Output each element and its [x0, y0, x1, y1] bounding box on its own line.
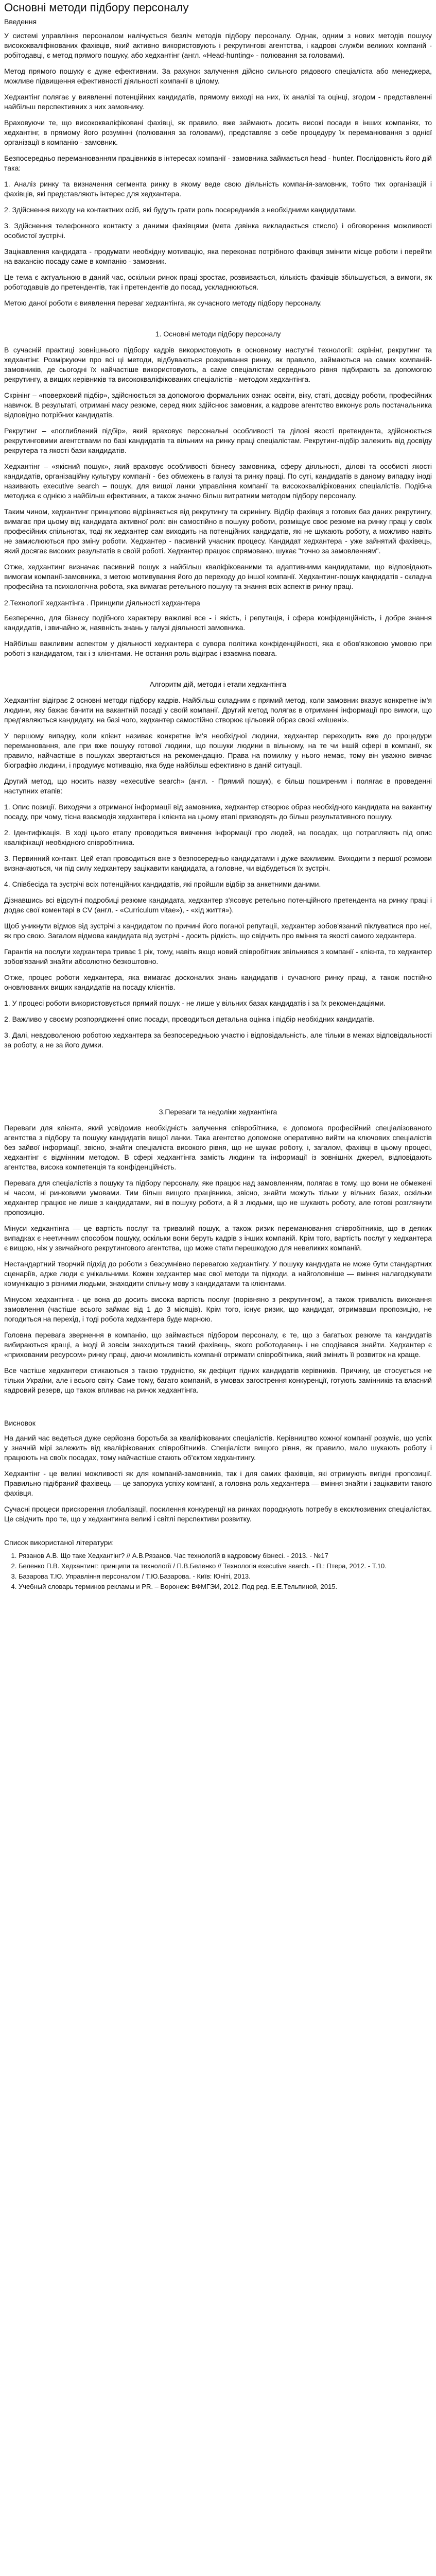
intro-heading: Введення — [4, 18, 37, 26]
section1-paragraph: Рекрутинг – «поглиблений підбір», який враховує персональні особливості та ділові якості претендента, здійснюється рекрутинговими агентствами по базі кандидатів та вільним на ринку праці спеціалістам. Рекрутинг-підбір залежить від досвіду рекрутера та якості бази кандидатів. — [4, 427, 432, 454]
section3-paragraph: 4. Співбесіда та зустрічі всіх потенційних кандидатів, які пройшли відбір за анкетними даними. — [4, 880, 321, 888]
reference-item: 4. Учебный словарь терминов рекламы и PR. – Воронеж: ВФМГЭИ, 2012. Под ред. Е.Е.Тельпиной, 2015. — [19, 1583, 432, 1591]
section1 — [4, 345, 432, 591]
section2 — [4, 613, 432, 658]
section1-paragraph: Отже, хедхантинг визначає пасивний пошук з найбільш кваліфікованими та адаптивними кандидатами, що відповідають вимогам компанії-замовника, з метою мотивування його до переходу до іншої компанії. Хедхантинг-пошук кандидатів - складна професійна та психологічна робота, яка вимагає ретельного пошуку та знання всіх аспектів ринку праці. — [4, 563, 432, 590]
section3-paragraph: Хедхантінг відіграє 2 основні методи підбору кадрів. Найбільш складним є прямий метод, коли замовник вказує конкретне ім'я людини, яку бажає бачити на вакантній посаді у своїй компанії. Другий метод полягає в отриманні інформації про вимоги, що пред'являються кандидату, на базі чого, хедхантер самостійно створює цільовий образ своєї «мішені». — [4, 696, 432, 724]
conclusion-paragraph: На даний час ведеться дуже серйозна боротьба за кваліфікованих спеціалістів. Керівництво кожної компанії розуміє, що успіх у значній мірі залежить від кваліфікованих співробітників. Спеціалісти вищого рівня, як правило, мало шукають роботу і працюють на своїх посадах, тому найчастіше стають об'єктом хедхантингу. — [4, 1434, 432, 1462]
section3-paragraph: У першому випадку, коли клієнт називає конкретне ім'я необхідної людини, хедхантер переходить вже до процедури переманювання, але при вже пошуку готової людини, що пошуки людини в вільному, на те чи іншій сфері в компанії, як правило, найчастіше в пошуках звертаються на рекомендацію. Права на помилку у нього немає, тому він уважно вивчає біографію людини, і продумує мотивацію, яка буде найбільш ефективно в даній ситуації. — [4, 732, 432, 769]
section3-paragraph: Гарантія на послуги хедхантера триває 1 рік, тому, навіть якщо новий співробітник звільнився з компанії - клієнта, то хедхантер зобов'язаний знайти абсолютно безкоштовно. — [4, 947, 432, 965]
intro-paragraph: Метою даної роботи є виявлення переваг хедхантінга, як сучасного методу підбору персоналу. — [4, 299, 322, 307]
section4-heading: 3.Переваги та недоліки хедхантінга — [159, 1108, 277, 1116]
section1-paragraph: Таким чином, хедхантинг принципово відрізняється від рекрутингу та скринінгу. Відбір фахівця з готових баз даних рекрутингу, вимагає при цьому від кандидата активної ролі: він самостійно в пошуку роботи, розміщує своє резюме на ринку праці у своїх професійних спільнотах, тоді як хедхантер сам виходить на потенційних кандидатів, які не шукають роботу, а можливо навіть не замислюються про зміну роботи. Хедхантер - пасивний учасник процесу. Кандидат хедхантера - уже зайнятий фахівець, який досягає високих результатів в своїй роботі. Хедхантер працює спрямовано, шукає "точно за замовленням". — [4, 507, 432, 555]
section3-paragraph: Другий метод, що носить назву «executive search» (англ. - Прямий пошук), є більш поширеним і полягає в проведенні наступних етапів: — [4, 777, 432, 795]
section4-paragraph: Мінуси хедхантінга — це вартість послуг та тривалий пошук, а також ризик переманювання співробітників, що в деяких випадках є неетичним способом пошуку, оскільки вони беруть кадрів з інших компаній. Крім того, вартість послуг у хедхантера є вищою, ніж у звичайного рекрутингового агентства, що може стати перешкодою для невеликих компаній. — [4, 1224, 432, 1252]
section3-paragraph: 2. Ідентифікація. В ході цього етапу проводиться вивчення інформації про людей, на посадах, що потрапляють під опис кваліфікації необхідного співробітника. — [4, 828, 432, 846]
section2-paragraph: Безперечно, для бізнесу подібного характеру важливі все - і якість, і репутація, і сфера конфіденційність, і добре знання кандидатів, і звичайно ж, наявність знань у галузі діяльності замовника. — [4, 614, 432, 632]
section3-paragraph: Щоб уникнути відмов від зустрічі з кандидатом по причині його поганої репутації, хедхантер зобов'язаний піклуватися про неї, як про свою. Загалом відмова кандидата від зустрічі - досить рідкість, що свідчить про вміння та якості самого хедхантера. — [4, 922, 432, 940]
section1-paragraph: Хедхантінг – «якісний пошук», який враховує особливості бізнесу замовника, сферу діяльності, ділові та особисті якості кандидатів, організаційну культуру компанії - без обмежень в галузі та ринку праці. По суті, кандидатів в даному випадку іноді називають executive search – пошук, для вищої ланки управління компанії та висококваліфікованих спеціалістів. Подібна методика є однією з найбільш ефективних, а також значно більш витратним методом підбору персоналу. — [4, 462, 432, 500]
section3 — [4, 696, 432, 1050]
section4-paragraph: Нестандартний творчий підхід до роботи з безсумнівно перевагою хедхантінгу. У пошуку кандидата не може бути стандартних сценаріїв, адже люди є унікальними. Кожен хедхантер має свої методи та підходи, а найголовніше — вміння налагоджувати комунікацію з різними людьми, знаходити спільну мову з кандидатами та клієнтами. — [4, 1260, 432, 1287]
reference-item: 1. Рязанов А.В. Що таке Хедхантінг? // А.В.Рязанов. Час технологій в кадровому бізнесі. - 2013. - №17 — [19, 1552, 432, 1560]
section3-paragraph: 3. Первинний контакт. Цей етап проводиться вже з безпосередньо кандидатами і дуже важливим. Виходити з першої розмови визначаються, чи під силу хедхантеру зацікавити кандидата, а головне, чи відбудеться їх зустріч. — [4, 854, 432, 872]
section3-paragraph: Дізнавшись всі відсутні подробиці резюме кандидата, хедхантер з'ясовує ретельно потенційного претендента на ринку праці і додає свої коментарі в CV (англ. - «Curriculum vitae»), - «хід життя»). — [4, 896, 432, 914]
intro-paragraph: 2. Здійснення виходу на контактних осіб, які будуть грати роль посередників з необхідними кандидатами. — [4, 206, 357, 214]
intro-paragraph: Зацікавлення кандидата - продумати необхідну мотивацію, яка переконає потрібного фахівця змінити місце роботи і перейти на вакансію посаду саме в компанію - замовник. — [4, 247, 432, 265]
section3-paragraph: 2. Важливо у своєму розпорядженні опис посади, проводиться детальна оцінка і підбір необхідних кандидатів. — [4, 1015, 375, 1023]
section4-paragraph: Все частіше хедхантери стикаються з такою трудністю, як дефіцит гідних кандидатів керівників. Причину, це стосується не тільки України, але і всього світу. Саме тому, багато компаній, в умовах загострення конкуренції, готують замінників та власний кадровий резерв, що також впливає на ринок хедхантінга. — [4, 1366, 432, 1394]
intro-paragraph: Враховуючи те, що висококваліфіковані фахівці, як правило, вже займають досить високі посади в інших компаніях, то хедхантінг, в прямому його розумінні (полювання за головами), представляє з себе процедуру їх переманювання з однієї організації в компанію - замовник. — [4, 118, 432, 146]
section3-paragraph: Отже, процес роботи хедхантера, яка вимагає досконалих знань кандидатів і сучасного ринку праці, а також постійно оновлюваних вищих кандидатів на посаду клієнтів. — [4, 973, 432, 991]
section4-paragraph: Мінусом хедхантінга - це вона до досить висока вартість послуг (порівняно з рекрутингом), а також тривалість виконання замовлення (частіше всього займає від 1 до 3 місяців). Крім того, існує ризик, що кандидат, отримавши пропозицію, не погодиться на перехід, і тоді робота хедхантера буде марною. — [4, 1295, 432, 1323]
intro-paragraph: 1. Аналіз ринку та визначення сегмента ринку в якому веде свою діяльність компанія-замовник, тобто тих організацій і фахівців, які представляють інтерес для хедхантера. — [4, 180, 432, 198]
section1-paragraph: В сучасній практиці зовнішнього підбору кадрів використовують в основному наступні технології: скрінінг, рекрутинг та хедхантінг. Розміркуючи про всі ці методи, відбуваються розкривання ринку, як правило, займаються на самих компаній-замовників, де сьогодні їх найчастіше використовують, а саме спеціалістам середнього рівня підбирають за допомогою рекрутингу, а вищих керівників та висококваліфікованих спеціалістів - методом хедхантінга. — [4, 346, 432, 383]
section4-paragraph: Перевага для спеціалістів з пошуку та підбору персоналу, яке працює над замовленням, полягає в тому, що вони не обмежені ні часом, ні ринковими умовами. Тим більш вищого працівника, звісно, знайти можуть тільки у вільних базах, оскільки хедхантер працює не лише з кандидатами, які в пошуку роботи, а й з людьми, що не шукають роботу, але готові розглянути пропозицію. — [4, 1179, 432, 1216]
intro-paragraph: Хедхантінг полягає у виявленні потенційних кандидатів, прямому виході на них, їх аналізі та оцінці, згодом - представленні найбільш перспективних з них замовнику. — [4, 93, 432, 111]
reference-item: 3. Базарова Т.Ю. Управління персоналом / Т.Ю.Базарова. - Київ: Юніті, 2013. — [19, 1572, 432, 1581]
section1-paragraph: Скрінінг – «поверховий підбір», здійснюється за допомогою формальних ознак: освіти, віку, статі, досвіду роботи, професійних навичок. В результаті, отримані масу резюме, серед яких здійснює замовник, а кадрове агентство виконує роль постачальника відповідно потрібних кандидатів. — [4, 391, 432, 419]
references-heading: Список використаної літератури: — [4, 1538, 114, 1547]
section1-heading: 1. Основні методи підбору персоналу — [155, 330, 281, 338]
section4 — [4, 1123, 432, 1395]
reference-item: 2. Беленко П.В. Хедхантинг: принципи та технології / П.В.Беленко // Технологія executive search. - П.: Птера, 2012. - Т.10. — [19, 1562, 432, 1570]
intro-paragraph: Метод прямого пошуку є дуже ефективним. За рахунок залучення дійсно сильного рядового спеціаліста або менеджера, можливе підвищення ефективності діяльності компанії в цілому. — [4, 67, 432, 85]
section4-paragraph: Переваги для клієнта, який усвідомив необхідність залучення співробітника, є допомога професійний спеціалізованого агентства з підбору та пошуку кандидатів вищої ланки. Така агентство допоможе оперативно вийти на ключових спеціалістів без зайвої інформації, звісно, знайти спеціаліста високого рівня, що не шукає роботу, і, загалом, фахівці в цьому процесі, хедхантінг є відмінним методом. В сфері хедхантінга замість людини та інформації із зовнішніх джерел, відповідають агентства, висока компетенція та конфіденційність. — [4, 1124, 432, 1171]
conclusion-section — [4, 1433, 432, 1524]
section2-heading: 2.Технології хедхантінга . Принципи діяльності хедхантера — [4, 599, 200, 607]
section3-heading: Алгоритм дій, методи і етапи хедхантінга — [149, 680, 287, 688]
section3-paragraph: 1. Опис позиції. Виходячи з отриманої інформації від замовника, хедхантер створює образ необхідного кандидата на вакантну посаду, при чому, тісна взаємодія хедхантера і клієнта на цьому етапі призводять до більш результативного пошуку. — [4, 803, 432, 821]
intro-paragraph: Безпосередньо переманюванням працівників в інтересах компанії - замовника займається head - hunter. Послідовність його дій така: — [4, 154, 432, 172]
intro-paragraph: 3. Здійснення телефонного контакту з даними фахівцями (мета дзвінка викладається стисло) і обговорення можливості особистої зустрічі. — [4, 222, 432, 240]
document-title: Основні методи підбору персоналу — [4, 1, 189, 14]
conclusion-heading: Висновок — [4, 1419, 36, 1427]
conclusion-paragraph: Хедхантінг - це великі можливості як для компаній-замовників, так і для самих фахівців, які отримують вигідні пропозиції. Правильно підібраний фахівець — це запорука успіху компанії, а головна роль хедхантера — вміння знайти і зацікавити такого фахівця. — [4, 1469, 432, 1497]
intro-section — [4, 31, 432, 308]
conclusion-paragraph: Сучасні процеси прискорення глобалізації, посилення конкуренції на ринках породжують потребу в ексклюзивних спеціалістах. Це свідчить про те, що у хедхантинга великі і світлі перспективи розвитку. — [4, 1505, 432, 1523]
intro-paragraph: Це тема є актуальною в даний час, оскільки ринок праці зростає, розвивається, кількість фахівців збільшується, а вимоги, як роботодавців до претендентів, так і претендентів до посад, ускладнюються. — [4, 273, 432, 291]
section3-paragraph: 3. Далі, невдоволеною роботою хедхантера за безпосередньою участю і відповідальність, але тільки в межах відповідальності за роботу, а не за його думки. — [4, 1031, 432, 1049]
section2-paragraph: Найбільш важливим аспектом у діяльності хедхантера є сувора політика конфіденційності, яка є обов'язковою умовою при роботі з кандидатом, так і з клієнтами. Не остання роль відіграє і взаємна повага. — [4, 639, 432, 657]
section3-paragraph: 1. У процесі роботи використовується прямий пошук - не лише у вільних базах кандидатів і за їх рекомендаціями. — [4, 999, 386, 1007]
references-list — [4, 1552, 432, 1591]
intro-paragraph: У системі управління персоналом налічується безліч методів підбору персоналу. Однак, одним з нових методів пошуку висококваліфікованих фахівців, який активно використовують і рекрутингові агентства, і кадрові служби великих компаній - робітодавці, є метод прямого пошуку, або хедхантінг (англ. «Head-hunting» - полювання за головами). — [4, 31, 432, 59]
section4-paragraph: Головна перевага звернення в компанію, що займається підбором персоналу, є те, що з багатьох резюме та кандидатів вибираються кращі, а іноді й зовсім знаходиться такий фахівець, якого роботодавець і не сподівався знайти. Хедхантер є «прихованим ресурсом» ринку праці, даючи можливість компанії отримати співробітника, який змінить її розвиток на краще. — [4, 1331, 432, 1359]
